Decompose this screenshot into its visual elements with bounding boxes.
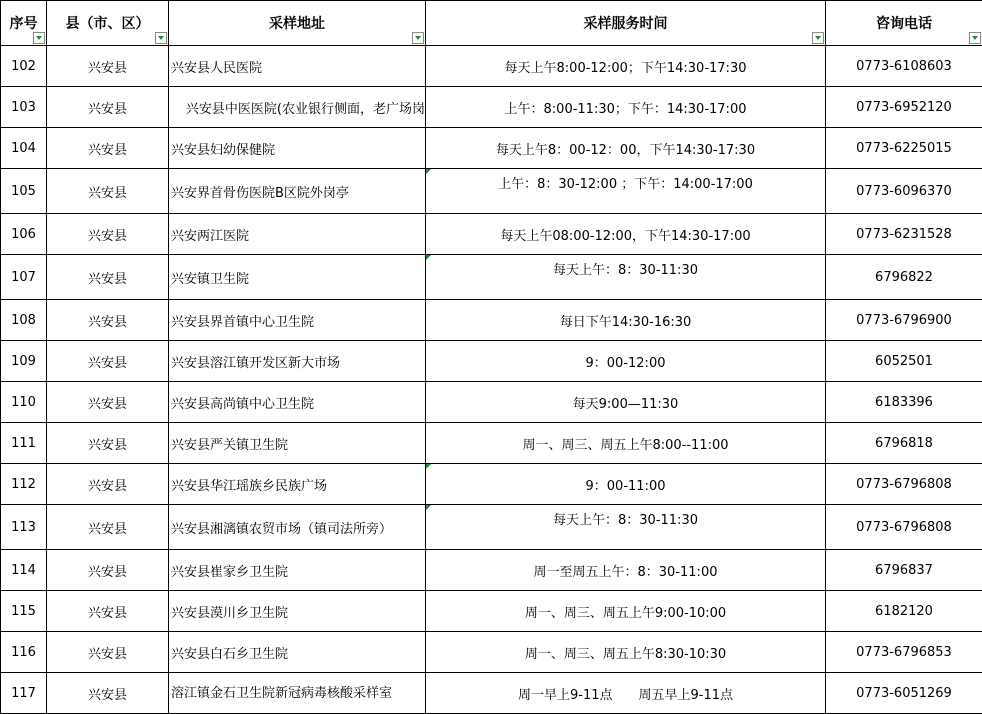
cell-phone[interactable]: 0773-6796900 bbox=[826, 300, 982, 341]
table-row bbox=[1, 341, 982, 382]
cell-addr[interactable]: 兴安县界首镇中心卫生院 bbox=[169, 300, 426, 341]
filter-dropdown-icon[interactable] bbox=[969, 32, 981, 44]
table-row bbox=[1, 87, 982, 128]
cell-addr[interactable]: 兴安县溶江镇开发区新大市场 bbox=[169, 341, 426, 382]
cell-county[interactable]: 兴安县 bbox=[47, 169, 169, 214]
filter-dropdown-icon[interactable] bbox=[412, 32, 424, 44]
header-row bbox=[1, 1, 982, 46]
cell-num[interactable]: 112 bbox=[1, 464, 47, 505]
cell-county[interactable]: 兴安县 bbox=[47, 341, 169, 382]
table-row bbox=[1, 505, 982, 550]
cell-time[interactable]: 每天上午08:00-12:00，下午14:30-17:00 bbox=[426, 214, 826, 255]
comment-indicator-icon bbox=[426, 169, 431, 174]
cell-addr-text: 兴安县华江瑶族乡民族广场 bbox=[171, 479, 327, 494]
comment-indicator-icon bbox=[426, 505, 431, 510]
table-row bbox=[1, 632, 982, 673]
table-row bbox=[1, 128, 982, 169]
cell-num[interactable]: 117 bbox=[1, 673, 47, 714]
cell-num[interactable]: 105 bbox=[1, 169, 47, 214]
header-county-label: 县（市、区） bbox=[66, 16, 150, 32]
cell-county[interactable]: 兴安县 bbox=[47, 214, 169, 255]
table-row bbox=[1, 382, 982, 423]
table-row bbox=[1, 46, 982, 87]
cell-num[interactable]: 106 bbox=[1, 214, 47, 255]
cell-time[interactable] bbox=[426, 255, 826, 300]
filter-dropdown-icon[interactable] bbox=[812, 32, 824, 44]
cell-county[interactable]: 兴安县 bbox=[47, 464, 169, 505]
cell-addr[interactable]: 溶江镇金石卫生院新冠病毒核酸采样室 bbox=[169, 673, 426, 714]
cell-county[interactable]: 兴安县 bbox=[47, 87, 169, 128]
comment-indicator-icon bbox=[426, 464, 431, 469]
cell-addr[interactable] bbox=[169, 464, 426, 505]
cell-time[interactable]: 周一、周三、周五上午8:30-10:30 bbox=[426, 632, 826, 673]
cell-time[interactable]: 每日下午14:30-16:30 bbox=[426, 300, 826, 341]
header-time bbox=[426, 1, 826, 46]
cell-addr-text: 兴安县中医医院(农业银行侧面，老广场岗 bbox=[186, 102, 425, 117]
cell-time[interactable]: 周一早上9-11点 周五早上9-11点 bbox=[426, 673, 826, 714]
cell-county[interactable]: 兴安县 bbox=[47, 300, 169, 341]
cell-phone[interactable]: 6796822 bbox=[826, 255, 982, 300]
cell-addr[interactable]: 兴安县崔家乡卫生院 bbox=[169, 550, 426, 591]
cell-county[interactable]: 兴安县 bbox=[47, 128, 169, 169]
cell-addr[interactable]: 兴安县漠川乡卫生院 bbox=[169, 591, 426, 632]
cell-phone[interactable]: 6182120 bbox=[826, 591, 982, 632]
cell-addr[interactable]: 兴安两江医院 bbox=[169, 214, 426, 255]
header-num-label: 序号 bbox=[10, 16, 38, 32]
cell-phone[interactable]: 0773-6796808 bbox=[826, 464, 982, 505]
cell-num[interactable]: 102 bbox=[1, 46, 47, 87]
cell-phone[interactable]: 6052501 bbox=[826, 341, 982, 382]
header-time-label: 采样服务时间 bbox=[584, 16, 668, 32]
cell-addr[interactable]: 兴安县白石乡卫生院 bbox=[169, 632, 426, 673]
cell-num[interactable]: 114 bbox=[1, 550, 47, 591]
cell-phone[interactable]: 0773-6225015 bbox=[826, 128, 982, 169]
cell-addr[interactable] bbox=[169, 87, 426, 128]
table-row bbox=[1, 673, 982, 714]
comment-indicator-icon bbox=[426, 255, 431, 260]
header-num bbox=[1, 1, 47, 46]
cell-phone[interactable]: 0773-6231528 bbox=[826, 214, 982, 255]
cell-addr[interactable]: 兴安界首骨伤医院B区院外岗亭 bbox=[169, 169, 426, 214]
cell-time-text: 每天上午：8：30-11:30 bbox=[553, 263, 698, 278]
cell-time[interactable] bbox=[426, 464, 826, 505]
cell-phone[interactable]: 6183396 bbox=[826, 382, 982, 423]
cell-phone[interactable]: 0773-6952120 bbox=[826, 87, 982, 128]
table-row bbox=[1, 169, 982, 214]
cell-county[interactable]: 兴安县 bbox=[47, 382, 169, 423]
cell-county[interactable]: 兴安县 bbox=[47, 255, 169, 300]
cell-phone[interactable]: 0773-6796808 bbox=[826, 505, 982, 550]
cell-time-text: 9：00-11:00 bbox=[586, 479, 666, 494]
cell-num[interactable]: 110 bbox=[1, 382, 47, 423]
header-addr bbox=[169, 1, 426, 46]
cell-county[interactable]: 兴安县 bbox=[47, 46, 169, 87]
table-row bbox=[1, 214, 982, 255]
cell-phone[interactable]: 0773-6108603 bbox=[826, 46, 982, 87]
cell-time[interactable]: 上午：8:00-11:30；下午：14:30-17:00 bbox=[426, 87, 826, 128]
table-row bbox=[1, 591, 982, 632]
cell-addr[interactable]: 兴安镇卫生院 bbox=[169, 255, 426, 300]
cell-time[interactable]: 周一至周五上午：8：30-11:00 bbox=[426, 550, 826, 591]
cell-num[interactable]: 115 bbox=[1, 591, 47, 632]
cell-addr[interactable]: 兴安县妇幼保健院 bbox=[169, 128, 426, 169]
table-row bbox=[1, 550, 982, 591]
cell-phone[interactable]: 6796818 bbox=[826, 423, 982, 464]
cell-county[interactable]: 兴安县 bbox=[47, 673, 169, 714]
header-phone-label: 咨询电话 bbox=[876, 16, 932, 32]
cell-num[interactable]: 113 bbox=[1, 505, 47, 550]
header-addr-label: 采样地址 bbox=[269, 16, 325, 32]
cell-time[interactable]: 每天上午8：00-12：00，下午14:30-17:30 bbox=[426, 128, 826, 169]
cell-time[interactable]: 9：00-12:00 bbox=[426, 341, 826, 382]
cell-addr[interactable]: 兴安县湘漓镇农贸市场（镇司法所旁） bbox=[169, 505, 426, 550]
cell-time[interactable]: 周一、周三、周五上午9:00-10:00 bbox=[426, 591, 826, 632]
cell-county[interactable]: 兴安县 bbox=[47, 550, 169, 591]
cell-time-text: 上午：8：30-12:00 ；下午：14:00-17:00 bbox=[498, 177, 753, 192]
cell-time-text: 每天上午：8：30-11:30 bbox=[553, 513, 698, 528]
cell-phone[interactable]: 6796837 bbox=[826, 550, 982, 591]
cell-num[interactable]: 107 bbox=[1, 255, 47, 300]
table-row bbox=[1, 423, 982, 464]
cell-num[interactable]: 111 bbox=[1, 423, 47, 464]
cell-addr[interactable]: 兴安县高尚镇中心卫生院 bbox=[169, 382, 426, 423]
cell-phone[interactable]: 0773-6096370 bbox=[826, 169, 982, 214]
header-phone bbox=[826, 1, 982, 46]
cell-addr[interactable]: 兴安县人民医院 bbox=[169, 46, 426, 87]
cell-time[interactable]: 每天上午8:00-12:00；下午14:30-17:30 bbox=[426, 46, 826, 87]
cell-county[interactable]: 兴安县 bbox=[47, 591, 169, 632]
cell-phone[interactable]: 0773-6796853 bbox=[826, 632, 982, 673]
table-row bbox=[1, 464, 982, 505]
cell-num[interactable]: 108 bbox=[1, 300, 47, 341]
cell-phone[interactable]: 0773-6051269 bbox=[826, 673, 982, 714]
header-county bbox=[47, 1, 169, 46]
cell-time[interactable]: 每天9:00—11:30 bbox=[426, 382, 826, 423]
cell-county[interactable]: 兴安县 bbox=[47, 505, 169, 550]
cell-num[interactable]: 116 bbox=[1, 632, 47, 673]
filter-dropdown-icon[interactable] bbox=[155, 32, 167, 44]
cell-county[interactable]: 兴安县 bbox=[47, 423, 169, 464]
cell-time[interactable]: 周一、周三、周五上午8:00--11:00 bbox=[426, 423, 826, 464]
cell-num[interactable]: 109 bbox=[1, 341, 47, 382]
table-row bbox=[1, 255, 982, 300]
cell-county[interactable]: 兴安县 bbox=[47, 632, 169, 673]
cell-addr[interactable]: 兴安县严关镇卫生院 bbox=[169, 423, 426, 464]
cell-num[interactable]: 103 bbox=[1, 87, 47, 128]
cell-time[interactable] bbox=[426, 505, 826, 550]
cell-time[interactable] bbox=[426, 169, 826, 214]
filter-dropdown-icon[interactable] bbox=[33, 32, 45, 44]
table-row bbox=[1, 300, 982, 341]
cell-num[interactable]: 104 bbox=[1, 128, 47, 169]
